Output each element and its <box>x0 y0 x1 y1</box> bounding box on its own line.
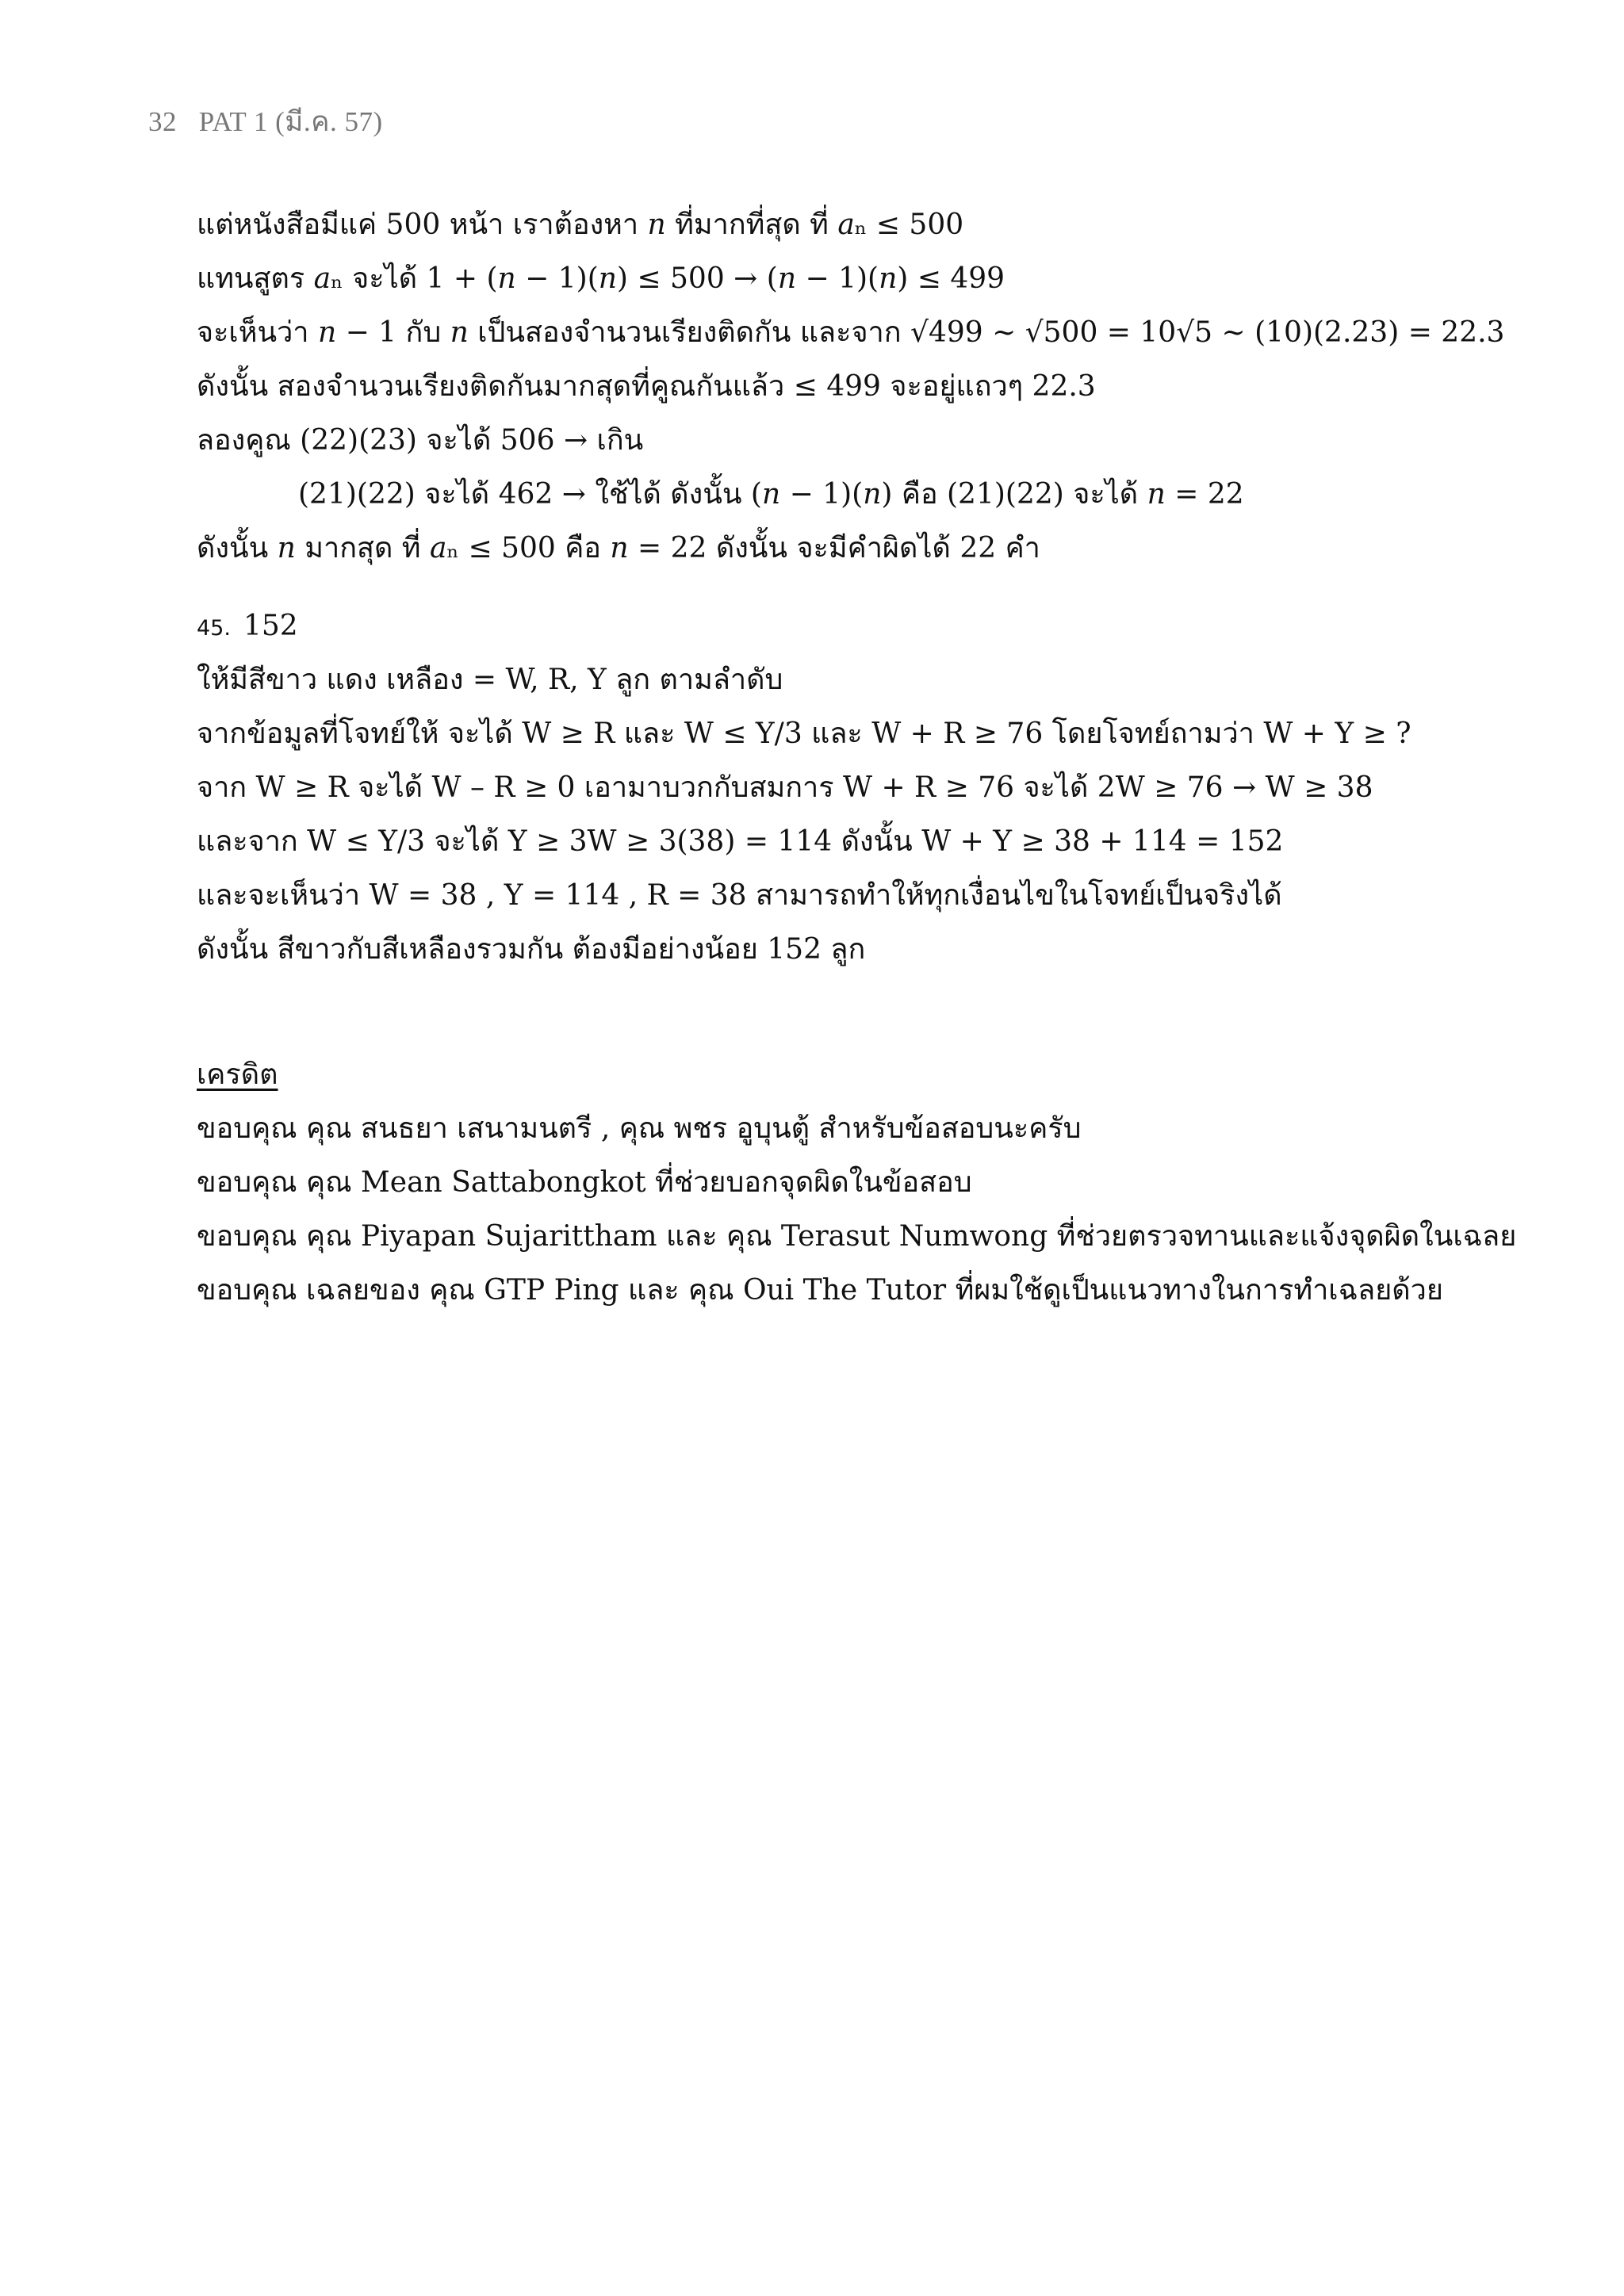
page-content <box>197 198 1545 1318</box>
credit-line: ขอบคุณ เฉลยของ คุณ GTP Ping และ คุณ Oui The Tutor ที่ผมใช้ดูเป็นแนวทางในการทำเฉลยด้วย <box>197 1274 1443 1307</box>
text-line: และจาก W ≤ Y/3 จะได้ Y ≥ 3W ≥ 3(38) = 114 ดังนั้น W + Y ≥ 38 + 114 = 152 <box>197 825 1284 858</box>
text-line: ดังนั้น สองจำนวนเรียงติดกันมากสุดที่คูณกันแล้ว ≤ 499 จะอยู่แถวๆ 22.3 <box>197 370 1096 403</box>
credit-line: ขอบคุณ คุณ Mean Sattabongkot ที่ช่วยบอกจุดผิดในข้อสอบ <box>197 1166 972 1199</box>
credits-section <box>197 1048 1545 1318</box>
question-answer: 152 <box>243 610 298 642</box>
text-line: แต่หนังสือมีแค่ 500 หน้า เราต้องหา 𝑛 ที่มากที่สุด ที่ 𝑎ₙ ≤ 500 <box>197 209 964 241</box>
page-number: 32 <box>148 106 177 137</box>
page-header <box>148 100 383 144</box>
credits-heading: เครดิต <box>197 1058 278 1091</box>
text-line: จากข้อมูลที่โจทย์ให้ จะได้ W ≥ R และ W ≤ Y/3 และ W + R ≥ 76 โดยโจทย์ถามว่า W + Y ≥ ? <box>197 718 1411 750</box>
text-line: ลองคูณ (22)(23) จะได้ 506 → เกิน <box>197 424 644 457</box>
text-line-indented: (21)(22) จะได้ 462 → ใช้ได้ ดังนั้น (𝑛 − 1)(𝑛) คือ (21)(22) จะได้ 𝑛 = 22 <box>298 478 1244 511</box>
question-heading <box>197 599 1545 653</box>
credit-line: ขอบคุณ คุณ Piyapan Sujarittham และ คุณ Terasut Numwong ที่ช่วยตรวจทานและแจ้งจุดผิดในเฉลย <box>197 1220 1517 1253</box>
exam-title: PAT 1 (มี.ค. 57) <box>198 106 383 137</box>
text-line: และจะเห็นว่า W = 38 , Y = 114 , R = 38 สามารถทำให้ทุกเงื่อนไขในโจทย์เป็นจริงได้ <box>197 879 1282 912</box>
question-number: 45. <box>197 616 231 641</box>
credit-line: ขอบคุณ คุณ สนธยา เสนามนตรี , คุณ พชร อูบุนตู้ สำหรับข้อสอบนะครับ <box>197 1112 1082 1145</box>
conclusion-line: ดังนั้น สีขาวกับสีเหลืองรวมกัน ต้องมีอย่างน้อย 152 ลูก <box>197 933 866 966</box>
solution-44-continued <box>197 198 1545 576</box>
text-line: ให้มีสีขาว แดง เหลือง = W, R, Y ลูก ตามลำดับ <box>197 664 783 696</box>
text-line: จะเห็นว่า 𝑛 − 1 กับ 𝑛 เป็นสองจำนวนเรียงติดกัน และจาก √499 ~ √500 = 10√5 ~ (10)(2.23) = 22.3 <box>197 316 1505 349</box>
text-line: จาก W ≥ R จะได้ W – R ≥ 0 เอามาบวกกับสมการ W + R ≥ 76 จะได้ 2W ≥ 76 → W ≥ 38 <box>197 771 1373 804</box>
conclusion-line: ดังนั้น 𝑛 มากสุด ที่ 𝑎ₙ ≤ 500 คือ 𝑛 = 22 ดังนั้น จะมีคำผิดได้ 22 คำ <box>197 532 1040 564</box>
solution-45 <box>197 599 1545 977</box>
text-line: แทนสูตร 𝑎ₙ จะได้ 1 + (𝑛 − 1)(𝑛) ≤ 500 → (𝑛 − 1)(𝑛) ≤ 499 <box>197 262 1005 295</box>
